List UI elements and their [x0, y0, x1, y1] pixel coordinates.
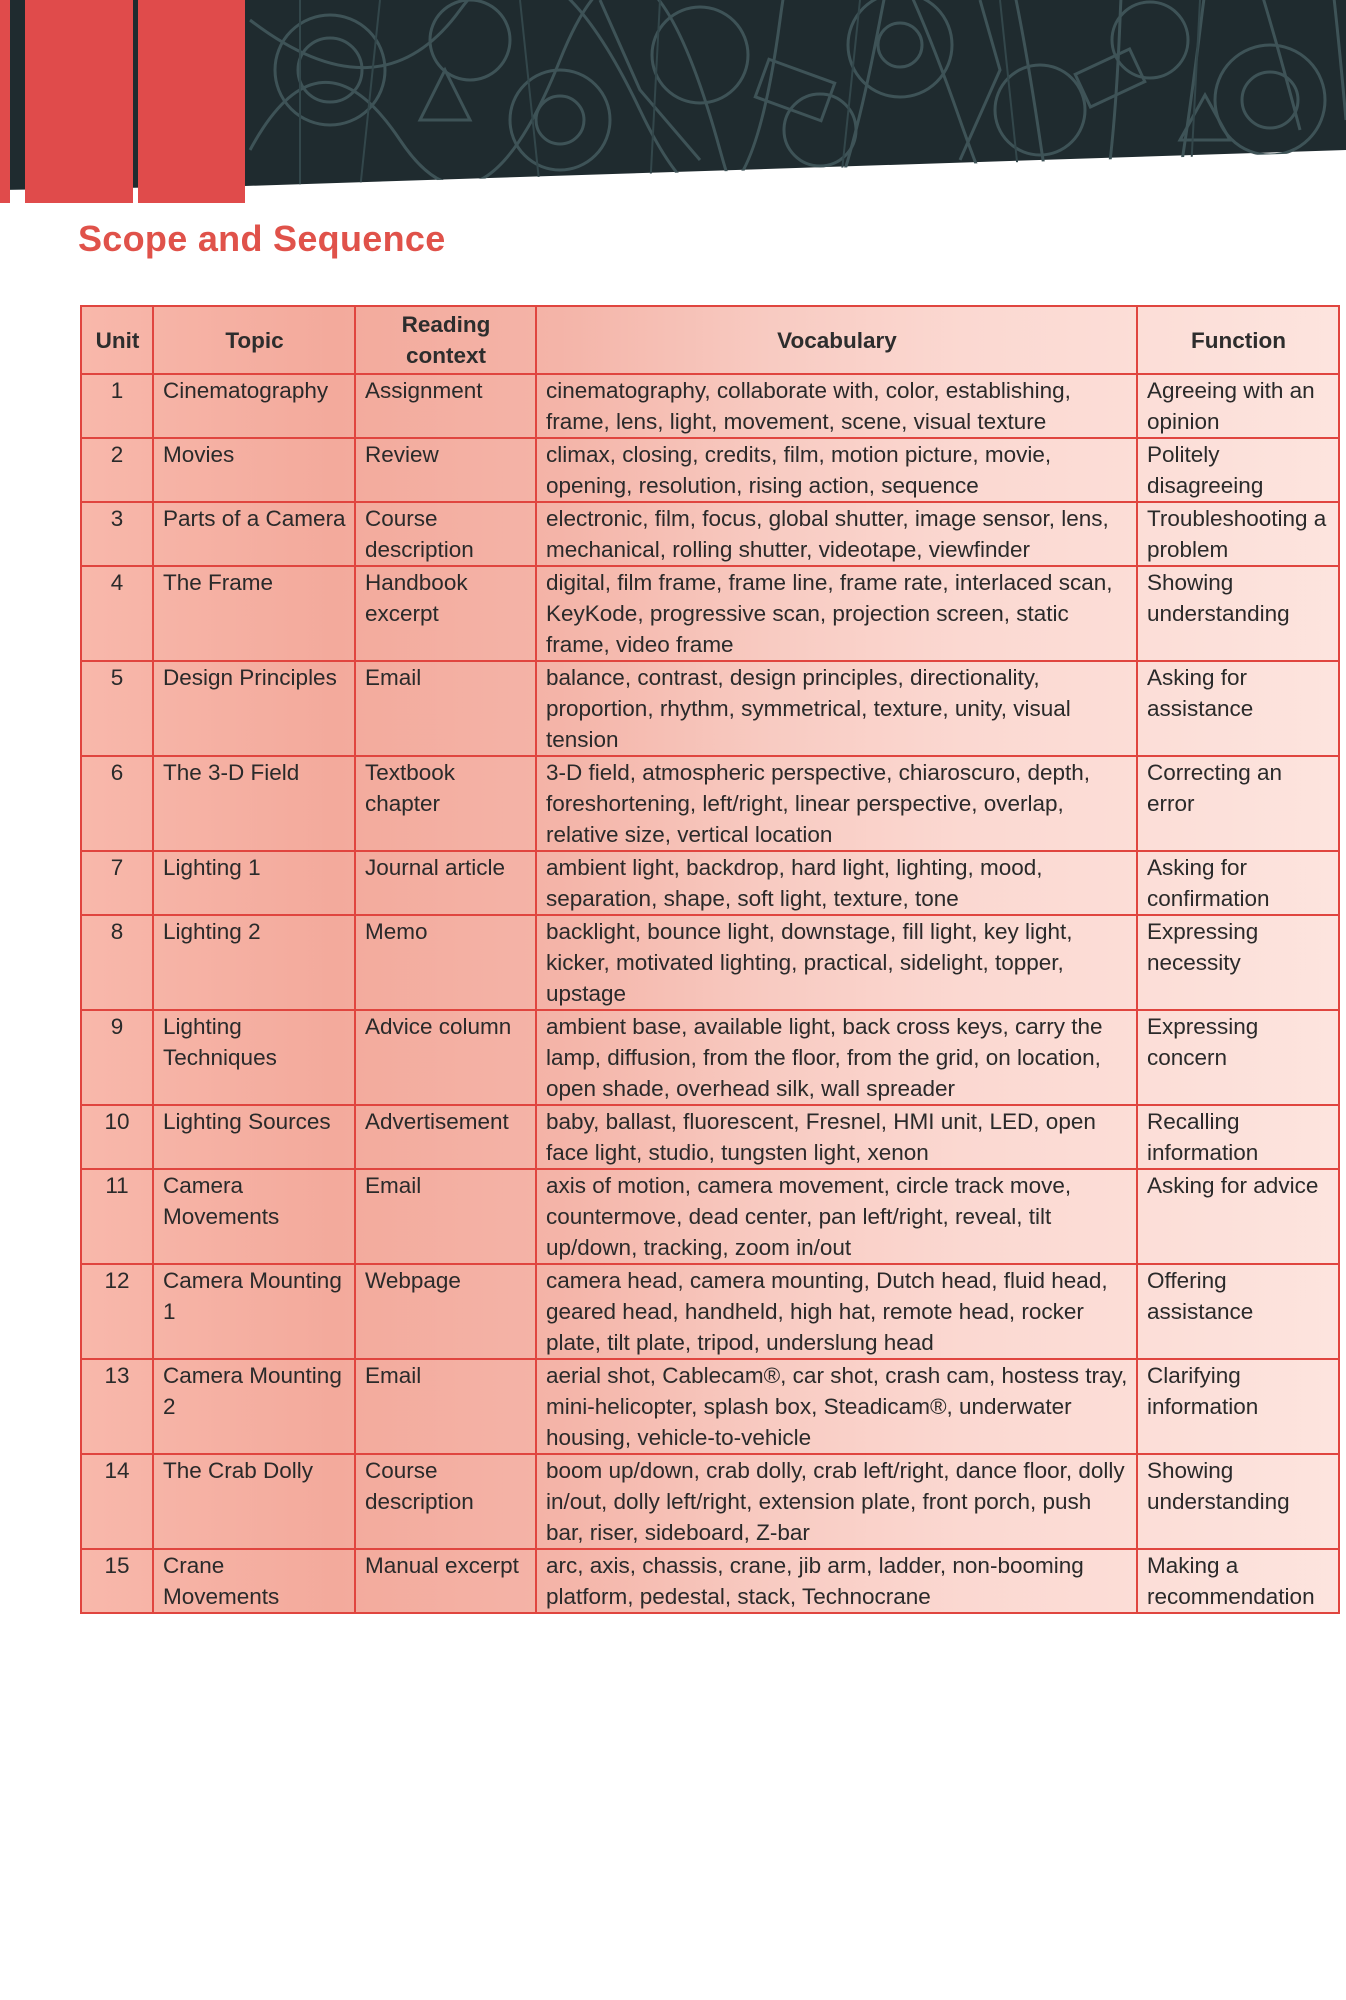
- table-row: [81, 1359, 1339, 1454]
- cell-context: Advice column: [355, 1010, 536, 1105]
- cell-context: Journal article: [355, 851, 536, 915]
- cell-vocabulary: aerial shot, Cablecam®, car shot, crash cam, hostess tray, mini-helicopter, splash box, Steadicam®, underwater housing, vehicle-to-vehicle: [536, 1359, 1137, 1454]
- cell-unit: 12: [81, 1264, 153, 1359]
- cell-context: Memo: [355, 915, 536, 1010]
- cell-unit: 11: [81, 1169, 153, 1264]
- cell-vocabulary: balance, contrast, design principles, directionality, proportion, rhythm, symmetrical, texture, unity, visual tension: [536, 661, 1137, 756]
- cell-context: Review: [355, 438, 536, 502]
- table-row: [81, 502, 1339, 566]
- cell-function: Showing understanding: [1137, 1454, 1339, 1549]
- cell-topic: Lighting 1: [153, 851, 355, 915]
- cell-vocabulary: axis of motion, camera movement, circle track move, countermove, dead center, pan left/right, reveal, tilt up/down, tracking, zoom in/out: [536, 1169, 1137, 1264]
- cell-topic: Lighting Techniques: [153, 1010, 355, 1105]
- header-unit: Unit: [81, 306, 153, 374]
- cell-unit: 6: [81, 756, 153, 851]
- cell-function: Recalling information: [1137, 1105, 1339, 1169]
- cell-function: Offering assistance: [1137, 1264, 1339, 1359]
- cell-topic: The 3-D Field: [153, 756, 355, 851]
- table-row: [81, 1454, 1339, 1549]
- cell-unit: 4: [81, 566, 153, 661]
- table-row: [81, 1105, 1339, 1169]
- cell-vocabulary: electronic, film, focus, global shutter, image sensor, lens, mechanical, rolling shutter, videotape, viewfinder: [536, 502, 1137, 566]
- cell-function: Expressing necessity: [1137, 915, 1339, 1010]
- cell-context: Textbook chapter: [355, 756, 536, 851]
- cell-topic: Lighting Sources: [153, 1105, 355, 1169]
- header-topic: Topic: [153, 306, 355, 374]
- page-title: Scope and Sequence: [78, 218, 446, 259]
- header-banner: [0, 0, 1346, 200]
- cell-unit: 8: [81, 915, 153, 1010]
- cell-context: Email: [355, 661, 536, 756]
- cell-context: Manual excerpt: [355, 1549, 536, 1613]
- table-row: [81, 438, 1339, 502]
- cell-unit: 7: [81, 851, 153, 915]
- cell-topic: Camera Mounting 2: [153, 1359, 355, 1454]
- scope-table: [80, 305, 1340, 1614]
- cell-vocabulary: ambient light, backdrop, hard light, lighting, mood, separation, shape, soft light, texture, tone: [536, 851, 1137, 915]
- cell-function: Clarifying information: [1137, 1359, 1339, 1454]
- table-row: [81, 1549, 1339, 1613]
- cell-topic: Cinematography: [153, 374, 355, 438]
- table-row: [81, 1169, 1339, 1264]
- cell-topic: Parts of a Camera: [153, 502, 355, 566]
- cell-unit: 15: [81, 1549, 153, 1613]
- header-reading-context: Reading context: [355, 306, 536, 374]
- cell-topic: The Crab Dolly: [153, 1454, 355, 1549]
- cell-function: Showing understanding: [1137, 566, 1339, 661]
- cell-function: Making a recommendation: [1137, 1549, 1339, 1613]
- cell-unit: 3: [81, 502, 153, 566]
- cell-vocabulary: arc, axis, chassis, crane, jib arm, ladder, non-booming platform, pedestal, stack, Technocrane: [536, 1549, 1137, 1613]
- cell-function: Asking for assistance: [1137, 661, 1339, 756]
- table-header-row: [81, 306, 1339, 374]
- cell-vocabulary: baby, ballast, fluorescent, Fresnel, HMI unit, LED, open face light, studio, tungsten light, xenon: [536, 1105, 1137, 1169]
- red-tabs: [0, 0, 250, 203]
- cell-topic: Lighting 2: [153, 915, 355, 1010]
- table-row: [81, 1010, 1339, 1105]
- cell-function: Troubleshooting a problem: [1137, 502, 1339, 566]
- cell-topic: The Frame: [153, 566, 355, 661]
- cell-vocabulary: cinematography, collaborate with, color, establishing, frame, lens, light, movement, scene, visual texture: [536, 374, 1137, 438]
- cell-unit: 1: [81, 374, 153, 438]
- cell-topic: Camera Movements: [153, 1169, 355, 1264]
- cell-function: Expressing concern: [1137, 1010, 1339, 1105]
- cell-vocabulary: backlight, bounce light, downstage, fill light, key light, kicker, motivated lighting, practical, sidelight, topper, upstage: [536, 915, 1137, 1010]
- red-tab: [0, 0, 10, 203]
- table-row: [81, 661, 1339, 756]
- cell-topic: Camera Mounting 1: [153, 1264, 355, 1359]
- cell-vocabulary: digital, film frame, frame line, frame rate, interlaced scan, KeyKode, progressive scan, projection screen, static frame, video frame: [536, 566, 1137, 661]
- table-row: [81, 1264, 1339, 1359]
- cell-context: Handbook excerpt: [355, 566, 536, 661]
- cell-unit: 13: [81, 1359, 153, 1454]
- cell-vocabulary: climax, closing, credits, film, motion picture, movie, opening, resolution, rising action, sequence: [536, 438, 1137, 502]
- cell-function: Politely disagreeing: [1137, 438, 1339, 502]
- cell-vocabulary: ambient base, available light, back cross keys, carry the lamp, diffusion, from the floor, from the grid, on location, open shade, overhead silk, wall spreader: [536, 1010, 1137, 1105]
- cell-unit: 10: [81, 1105, 153, 1169]
- cell-context: Course description: [355, 1454, 536, 1549]
- cell-context: Email: [355, 1359, 536, 1454]
- cell-context: Email: [355, 1169, 536, 1264]
- header-function: Function: [1137, 306, 1339, 374]
- red-tab: [25, 0, 133, 203]
- cell-function: Correcting an error: [1137, 756, 1339, 851]
- cell-topic: Design Principles: [153, 661, 355, 756]
- table-row: [81, 756, 1339, 851]
- cell-unit: 9: [81, 1010, 153, 1105]
- table-row: [81, 851, 1339, 915]
- cell-topic: Movies: [153, 438, 355, 502]
- table-row: [81, 566, 1339, 661]
- table-row: [81, 374, 1339, 438]
- cell-unit: 14: [81, 1454, 153, 1549]
- cell-vocabulary: boom up/down, crab dolly, crab left/right, dance floor, dolly in/out, dolly left/right, extension plate, front porch, push bar, riser, sideboard, Z-bar: [536, 1454, 1137, 1549]
- cell-function: Agreeing with an opinion: [1137, 374, 1339, 438]
- cell-unit: 5: [81, 661, 153, 756]
- table-row: [81, 915, 1339, 1010]
- cell-context: Course description: [355, 502, 536, 566]
- cell-context: Assignment: [355, 374, 536, 438]
- cell-context: Webpage: [355, 1264, 536, 1359]
- cell-function: Asking for advice: [1137, 1169, 1339, 1264]
- cell-vocabulary: camera head, camera mounting, Dutch head, fluid head, geared head, handheld, high hat, remote head, rocker plate, tilt plate, tripod, underslung head: [536, 1264, 1137, 1359]
- cell-vocabulary: 3-D field, atmospheric perspective, chiaroscuro, depth, foreshortening, left/right, linear perspective, overlap, relative size, vertical location: [536, 756, 1137, 851]
- cell-topic: Crane Movements: [153, 1549, 355, 1613]
- cell-function: Asking for confirmation: [1137, 851, 1339, 915]
- cell-context: Advertisement: [355, 1105, 536, 1169]
- cell-unit: 2: [81, 438, 153, 502]
- header-vocabulary: Vocabulary: [536, 306, 1137, 374]
- red-tab: [138, 0, 245, 203]
